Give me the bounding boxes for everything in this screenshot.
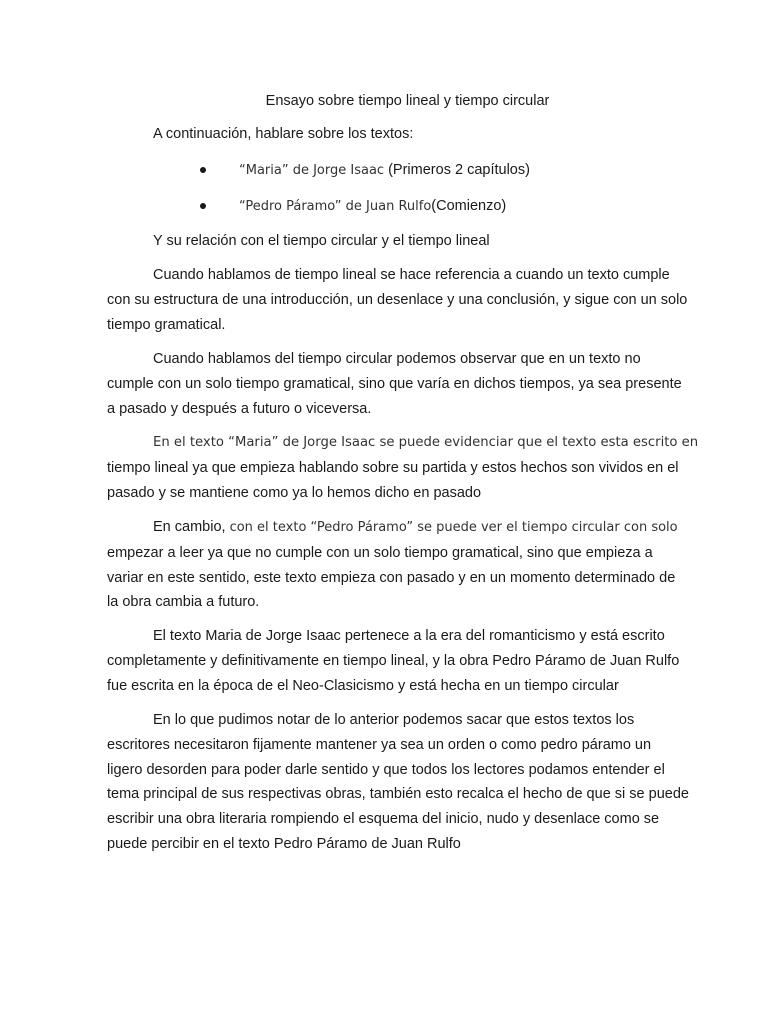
bullet-note: (Primeros 2 capítulos)	[384, 162, 530, 178]
paragraph-line: El texto Maria de Jorge Isaac pertenece a la era del romanticismo y está escrito	[153, 628, 665, 644]
bullet-note: (Comienzo)	[431, 198, 507, 214]
paragraph-periodos	[107, 624, 680, 698]
paragraph-maria	[107, 431, 699, 505]
paragraph-line: a pasado y después a futuro o viceversa.	[107, 400, 372, 417]
paragraph-lead-alt: con el texto “Pedro Páramo” se puede ver el tiempo circular con solo	[229, 520, 678, 535]
paragraph-line: Cuando hablamos del tiempo circular podemos observar que en un texto no	[153, 351, 641, 367]
bullet-item-pedro-paramo	[239, 196, 506, 217]
bullet-item-maria	[239, 160, 530, 181]
paragraph-line: fue escrita en la época de el Neo-Clasicismo y está hecha en un tiempo circular	[107, 677, 619, 694]
paragraph-line: la obra cambia a futuro.	[107, 594, 260, 611]
paragraph-line: En lo que pudimos notar de lo anterior podemos sacar que estos textos los	[153, 712, 635, 728]
paragraph-line: En el texto “Maria” de Jorge Isaac se puede evidenciar que el texto esta escrito en	[153, 435, 699, 450]
paragraph-pedro-paramo	[107, 515, 678, 615]
paragraph-line: ligero desorden para poder darle sentido y que todos los lectores podamos entender el	[107, 761, 665, 778]
paragraph-tiempo-circular	[107, 347, 682, 421]
paragraph-line: tiempo lineal ya que empieza hablando sobre su partida y estos hechos son vividos en el	[107, 459, 679, 476]
paragraph-first-line	[107, 515, 678, 541]
paragraph-line: tema principal de sus respectivas obras, también esto recalca el hecho de que si se puede	[107, 786, 689, 803]
relation-line: Y su relación con el tiempo circular y el tiempo lineal	[153, 233, 490, 249]
paragraph-line: cumple con un solo tiempo gramatical, sino que varía en dichos tiempos, ya sea presente	[107, 375, 682, 392]
bullet-book-title: “Maria” de Jorge Isaac	[239, 163, 385, 178]
paragraph-line: Cuando hablamos de tiempo lineal se hace referencia a cuando un texto cumple	[153, 267, 670, 283]
paragraph-line: con su estructura de una introducción, un desenlace y una conclusión, y sigue con un solo	[107, 291, 688, 308]
paragraph-line: escribir una obra literaria rompiendo el esquema del inicio, nudo y desenlace como se	[107, 811, 660, 828]
document-title: Ensayo sobre tiempo lineal y tiempo circular	[265, 93, 550, 109]
intro-line: A continuación, hablare sobre los textos:	[153, 126, 414, 142]
paragraph-tiempo-lineal	[107, 263, 688, 337]
paragraph-line: puede percibir en el texto Pedro Páramo de Juan Rulfo	[107, 835, 461, 852]
paragraph-line: pasado y se mantiene como ya lo hemos dicho en pasado	[107, 484, 482, 501]
paragraph-line: variar en este sentido, este texto empieza con pasado y en un momento determinado de	[107, 569, 676, 586]
paragraph-conclusion	[107, 708, 689, 857]
paragraph-line: empezar a leer ya que no cumple con un solo tiempo gramatical, sino que empieza a	[107, 544, 653, 561]
bullet-book-title: “Pedro Páramo” de Juan Rulfo	[239, 199, 432, 214]
paragraph-lead: En cambio,	[153, 519, 230, 535]
bullet-dot	[200, 203, 206, 209]
paragraph-line: completamente y definitivamente en tiempo lineal, y la obra Pedro Páramo de Juan Rulfo	[107, 652, 680, 669]
paragraph-line: tiempo gramatical.	[107, 316, 226, 333]
paragraph-line: escritores necesitaron fijamente mantener ya sea un orden o como pedro páramo un	[107, 736, 652, 753]
bullet-dot	[200, 167, 206, 173]
